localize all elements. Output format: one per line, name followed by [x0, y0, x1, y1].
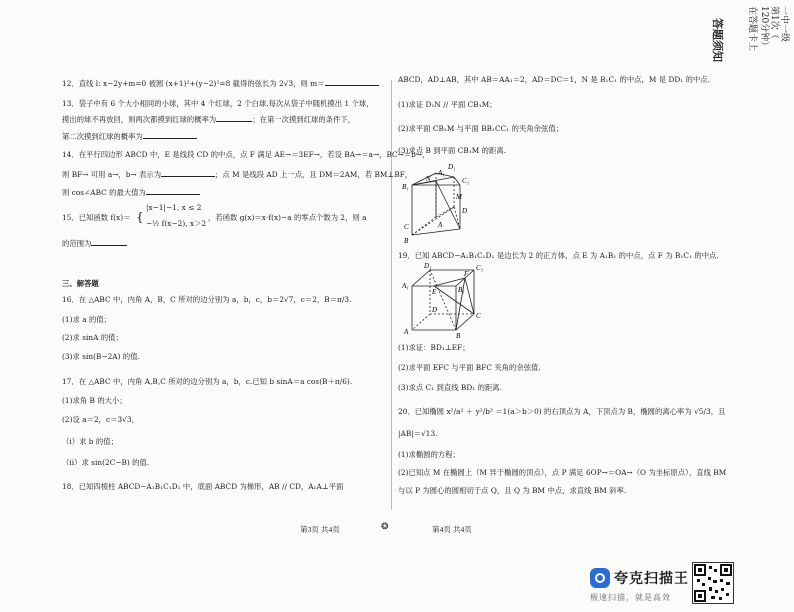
question-14-line-3: 则 cos∠ABC 的最大值为	[62, 187, 200, 198]
question-19-part-2: (2)求平面 EFC 与平面 BFC 夹角的余弦值.	[398, 363, 541, 372]
corner-text-2: 第1次（	[769, 6, 779, 39]
question-20-part-2-cont: 与以 P 为圆心的圆相切于点 Q，且 Q 为 BM 中点，求直线 BM 斜率.	[398, 486, 627, 495]
fig18-label-C: C	[404, 223, 409, 231]
question-15-case-1: |x−1|−1, x ≤ 2	[146, 203, 202, 212]
qr-code-icon	[692, 562, 734, 604]
question-19-part-1: (1)求证：BD₁⊥EF；	[398, 343, 470, 352]
question-15-suffix: ，若函数 g(x)＝x·f(x)−a 的零点个数为 2，则 a	[208, 213, 367, 222]
fig19-label-E: E	[432, 288, 437, 296]
scanner-brand-name: 夸克扫描王	[614, 571, 689, 587]
question-19-part-3: (3)求点 C₁ 到直线 BD₁ 的距离.	[398, 383, 503, 392]
question-17-part-2ii: （ii）求 sin(2C−B) 的值.	[62, 458, 150, 467]
question-20-part-1: (1)求椭圆的方程；	[398, 450, 460, 459]
question-13-line-2: 摸出的球不再放回，则两次都摸到红球的概率为 ；在第一次摸到红球的条件下，	[62, 115, 356, 124]
corner-header	[668, 4, 794, 68]
question-13-line-3: 第二次摸到红球的概率为	[62, 131, 197, 142]
prism-figure	[396, 155, 486, 247]
fig19-label-A1: A₁	[402, 282, 409, 290]
page-number-right: 第4页 共4页	[432, 525, 472, 534]
cube-figure	[400, 262, 490, 338]
fig18-label-D1: D₁	[448, 163, 456, 171]
question-15-case-2: −½ f(x−2), x＞2	[146, 219, 207, 228]
question-18-part-1: (1)求证 D₁N // 平面 CB₁M；	[398, 100, 497, 109]
question-16-part-2: (2)求 sinA 的值；	[62, 333, 123, 342]
fig19-label-C: C	[476, 312, 481, 320]
brace: {	[136, 210, 144, 224]
question-18-start: 18．已知四棱柱 ABCD−A₁B₁C₁D₁ 中，底面 ABCD 为梯形，AB // CD，A₁A⊥平面	[62, 482, 344, 491]
question-18-part-3: (3)求点 B 到平面 CB₁M 的距离.	[398, 146, 507, 155]
scanner-logo-icon	[590, 568, 610, 588]
question-16-part-3: (3)求 sin(B−2A) 的值.	[62, 352, 140, 361]
question-20: 20．已知椭圆 x²/a² ＋ y²/b² ＝1(a＞b＞0) 的右顶点为 A，下顶点为 B，椭圆的离心率为 √5/3，且	[398, 407, 726, 416]
fig18-label-A1: A₁	[438, 169, 445, 177]
fig19-label-D1: D₁	[424, 262, 432, 270]
question-18-continued: ABCD，AD⊥AB，其中 AB＝AA₁＝2，AD＝DC＝1，N 是 B₁C₁ 的中点，M 是 DD₁ 的中点.	[398, 75, 711, 84]
question-19: 19．已知 ABCD−A₁B₁C₁D₁ 是边长为 2 的正方体，点 E 为 A₁B₁ 的中点，点 F 为 B₁C₁ 的中点.	[398, 251, 719, 260]
fig18-label-N: N	[426, 175, 431, 183]
fig19-label-B: B	[456, 332, 461, 338]
fig19-label-A: A	[404, 328, 409, 336]
question-17: 17．在 △ABC 中，内角 A,B,C 所对的边分别为 a，b，c.已知 b sinA＝a cos(B＋π/6).	[62, 377, 353, 386]
scanner-slogan: 极速扫描，就是高效	[590, 593, 671, 602]
fig18-label-B: B	[404, 237, 409, 245]
question-13-line-1: 13．袋子中有 6 个大小相同的小球，其中 4 个红球，2 个白球.每次从袋子中随机摸出 1 个球，	[62, 99, 374, 108]
fig18-label-M: M	[456, 193, 462, 201]
question-17-part-2: (2)设 a＝2，c＝3√3，	[62, 415, 139, 424]
scanner-watermark	[590, 565, 700, 605]
fig19-label-F: F	[464, 270, 469, 278]
question-14-line-2: 则 BF→ 可用 a→，b→ 表示为 ；点 M 是线段 AD 上一点，且 DM＝2AM，若 BM⊥BF，	[62, 170, 413, 179]
corner-text-1: 一中一级	[779, 6, 789, 43]
question-17-part-1: (1)求角 B 的大小；	[62, 396, 127, 405]
question-18-part-2: (2)求平面 CB₁M 与平面 BB₁CC₁ 的夹角余弦值；	[398, 124, 564, 133]
section-title: 三、解答题	[62, 279, 99, 288]
corner-text-5: 答题须知	[711, 18, 724, 62]
corner-text-3: 120分钟）	[759, 6, 769, 51]
column-divider	[391, 80, 392, 510]
fig18-label-D: D	[462, 207, 468, 215]
fig18-label-A: A	[438, 221, 443, 229]
fig19-label-C1: C₁	[476, 264, 484, 272]
question-12: 12．直线 l: x−2y+m=0 被圆 (x+1)²+(y−2)²=8 截得的弦长为 2√3，则 m＝	[62, 78, 379, 89]
question-20-ab: |AB|＝√13.	[398, 429, 438, 438]
question-16: 16．在 △ABC 中，内角 A，B，C 所对的边分别为 a，b，c，b＝2√7，c＝2，B＝π/3.	[62, 295, 352, 304]
question-16-part-1: (1)求 a 的值；	[62, 315, 112, 324]
fig18-label-C1: C₁	[462, 177, 470, 185]
fig19-label-B1: B₁	[458, 286, 465, 294]
question-17-part-2i: （i）求 b 的值；	[62, 437, 118, 446]
center-dot-icon: ❂	[381, 522, 389, 532]
question-15-prefix: 15．已知函数 f(x)＝	[62, 213, 131, 222]
question-14-line-1: 14．在平行四边形 ABCD 中，E 是线段 CD 的中点，点 F 满足 AE→＝3EF→，若设 BA→＝a→，BC→＝b→，	[62, 150, 430, 159]
corner-text-4: 在答题卡上	[747, 6, 757, 52]
fig18-label-B1: B₁	[402, 183, 409, 191]
question-15-line-3: 的范围为	[62, 238, 127, 249]
question-20-part-2: (2)已知点 M 在椭圆上（M 异于椭圆的顶点），点 P 满足 6OP→＝OA→（O 为坐标原点），直线 BM	[398, 468, 727, 477]
fig19-label-D: D	[432, 306, 438, 314]
page-number-left: 第3页 共4页	[300, 525, 340, 534]
